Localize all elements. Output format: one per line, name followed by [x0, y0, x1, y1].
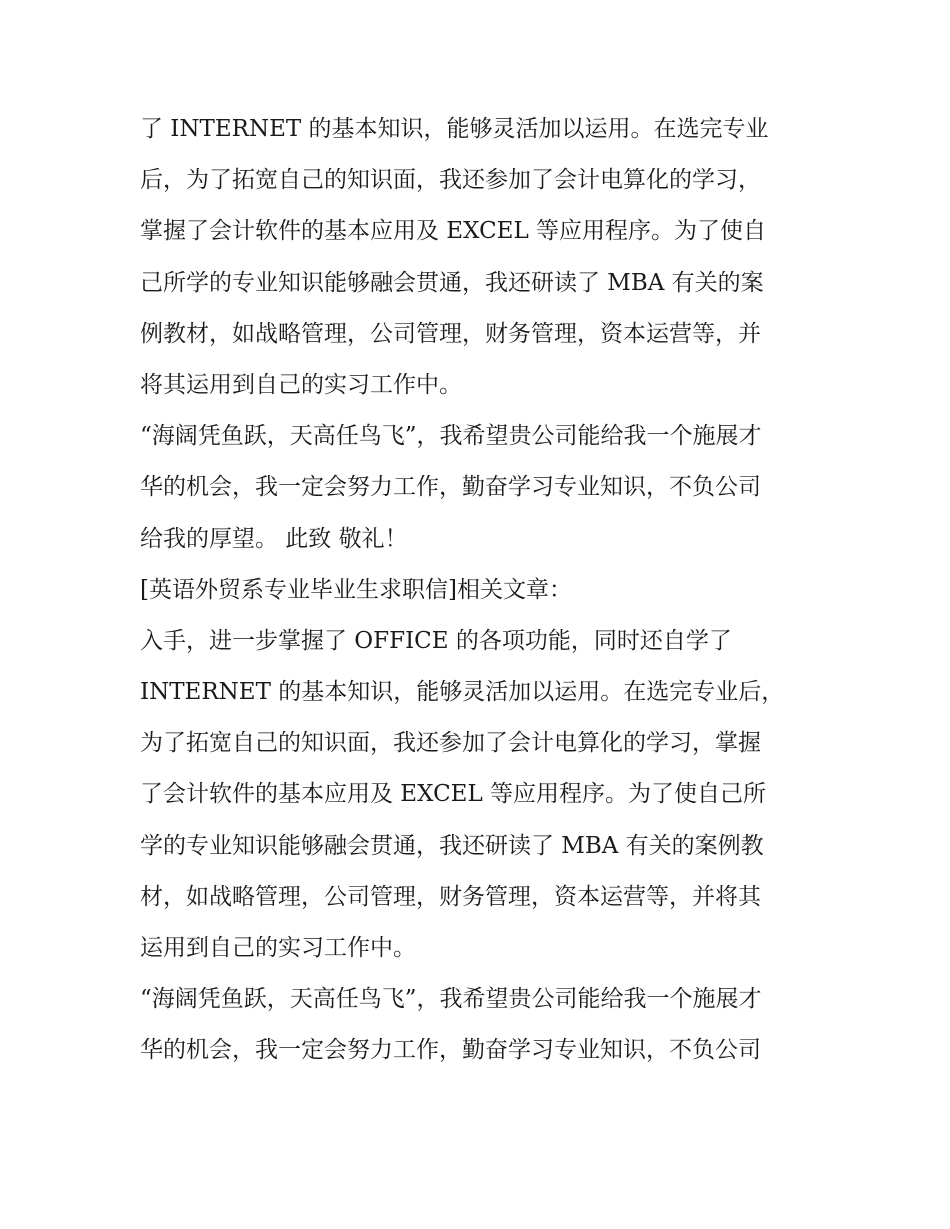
text-line: 运用到自己的实习工作中。 [140, 935, 416, 961]
text-line: 学的专业知识能够融会贯通，我还研读了 MBA 有关的案例教 [140, 832, 764, 859]
text-line: 例教材，如战略管理，公司管理，财务管理，资本运营等，并 [140, 320, 761, 347]
text-line: 了会计软件的基本应用及 EXCEL 等应用程序。为了使自己所 [140, 781, 767, 808]
text-line: 后，为了拓宽自己的知识面，我还参加了会计电算化的学习， [140, 167, 761, 194]
text-line: 己所学的专业知识能够融会贯通，我还研读了 MBA 有关的案 [140, 269, 764, 296]
document-body [140, 104, 830, 1077]
text-line: 华的机会，我一定会努力工作，勤奋学习专业知识，不负公司 [140, 474, 761, 501]
related-articles-heading: [英语外贸系专业毕业生求职信]相关文章： [140, 576, 572, 603]
text-line: INTERNET 的基本知识，能够灵活加以运用。在选完专业后， [140, 679, 785, 706]
text-line: 华的机会，我一定会努力工作，勤奋学习专业知识，不负公司 [140, 1037, 761, 1064]
text-line: 入手，进一步掌握了 OFFICE 的各项功能，同时还自学了 [140, 627, 732, 654]
text-line: “海阔凭鱼跃，天高任鸟飞”，我希望贵公司能给我一个施展才 [140, 423, 762, 450]
text-line: 给我的厚望。 此致 敬礼！ [140, 525, 408, 552]
text-line: 了 INTERNET 的基本知识，能够灵活加以运用。在选完专业 [140, 116, 769, 142]
text-line: 为了拓宽自己的知识面，我还参加了会计电算化的学习，掌握 [140, 730, 761, 757]
text-line: 将其运用到自己的实习工作中。 [140, 371, 462, 398]
text-line: “海阔凭鱼跃，天高任鸟飞”，我希望贵公司能给我一个施展才 [140, 986, 762, 1013]
text-line: 材，如战略管理，公司管理，财务管理，资本运营等，并将其 [140, 883, 761, 910]
text-line: 掌握了会计软件的基本应用及 EXCEL 等应用程序。为了使自 [140, 218, 767, 245]
